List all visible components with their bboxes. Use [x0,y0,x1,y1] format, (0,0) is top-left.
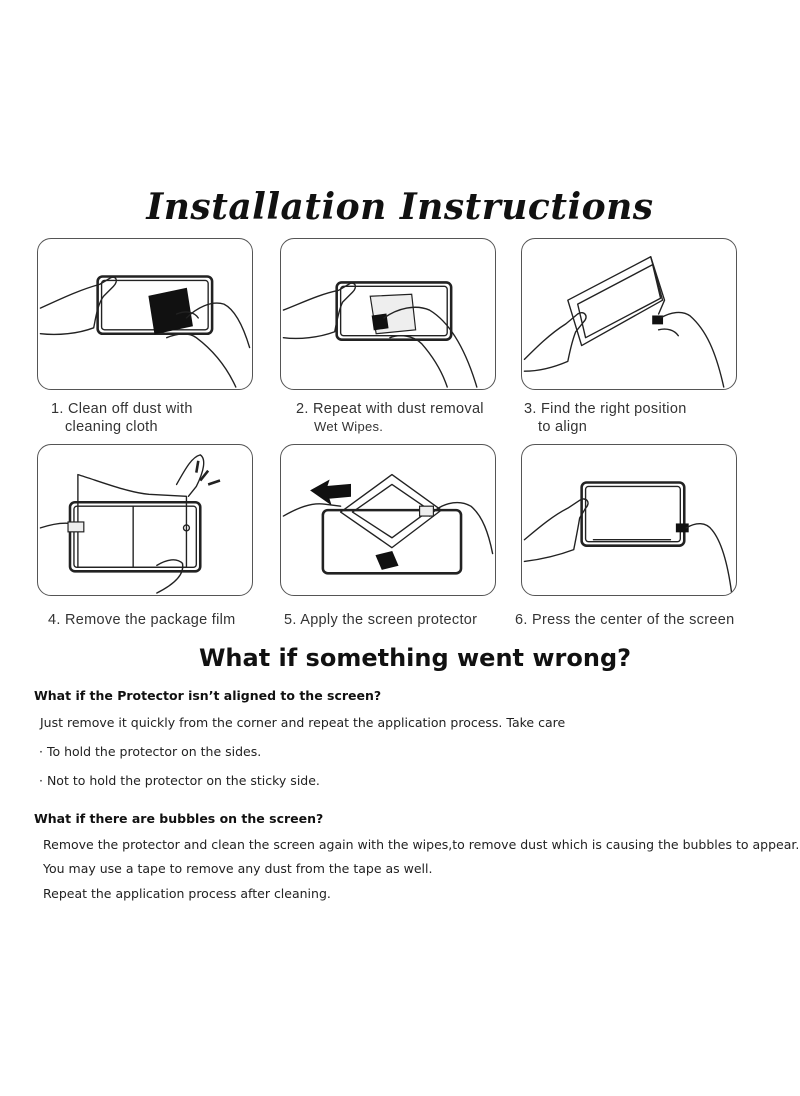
step-3-illustration [521,238,737,390]
troubleshooting-heading: What if something went wrong? [198,644,632,672]
step-3-line-1: 3. Find the right position [524,401,687,417]
answer-bubbles-line-2: You may use a tape to remove any dust from the tape as well. [43,861,433,876]
hands-aligning-protector-icon [522,239,736,389]
answer-bubbles-line-1: Remove the protector and clean the screen again with the wipes,to remove dust which is causing the bubbles to appear. [43,837,800,852]
step-6-illustration [521,444,737,596]
answer-bubbles-line-3: Repeat the application process after cleaning. [43,886,331,901]
step-6-caption: 6. Press the center of the screen [515,612,735,628]
step-1-line-1: 1. Clean off dust with [51,401,193,417]
step-4-illustration [37,444,253,596]
step-1-caption [51,400,193,436]
step-4-caption: 4. Remove the package film [48,612,236,628]
answer-alignment-line-1: Just remove it quickly from the corner and repeat the application process. Take care [40,715,566,730]
hand-wiping-wet-wipe-icon [281,239,495,389]
hands-peeling-film-icon [38,445,252,595]
step-1-illustration [37,238,253,390]
question-bubbles: What if there are bubbles on the screen? [34,811,324,826]
step-1-line-2: cleaning cloth [65,419,158,435]
step-5-illustration [280,444,496,596]
answer-alignment-line-3: · Not to hold the protector on the sticky side. [39,773,320,788]
step-2-illustration [280,238,496,390]
step-3-line-2: to align [538,419,588,435]
question-alignment: What if the Protector isn’t aligned to the screen? [34,688,382,703]
step-2-line-2: Wet Wipes. [314,419,384,434]
page-title: Installation Instructions [146,186,654,228]
hand-wiping-cloth-icon [38,239,252,389]
hands-applying-protector-icon [281,445,495,595]
answer-alignment-line-2: · To hold the protector on the sides. [39,744,262,759]
step-5-caption: 5. Apply the screen protector [284,612,478,628]
hands-pressing-screen-icon [522,445,736,595]
step-2-line-1: 2. Repeat with dust removal [296,401,484,417]
step-3-caption [524,400,687,436]
step-2-caption [296,400,484,436]
